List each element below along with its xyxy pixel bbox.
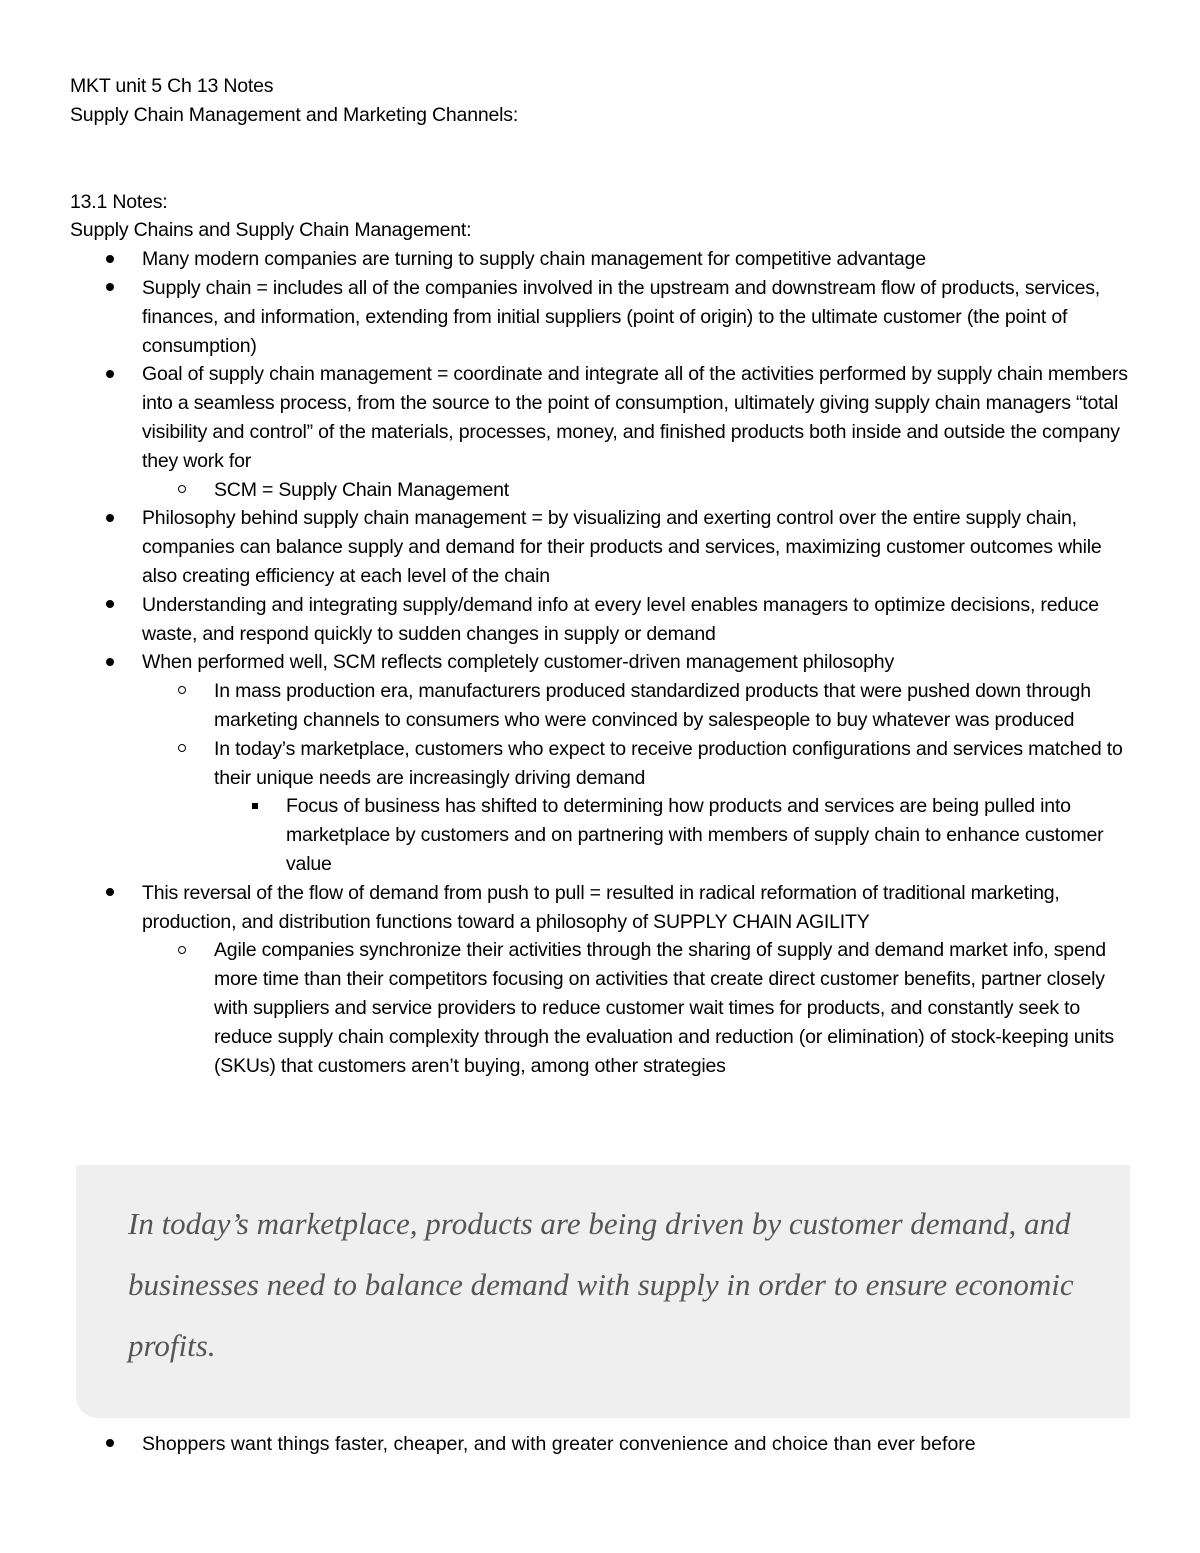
list-item — [142, 936, 1140, 1080]
bullet-list — [70, 1430, 1140, 1459]
list-item — [70, 879, 1140, 1081]
list-item — [70, 360, 1140, 504]
list-item — [214, 792, 1140, 878]
list-item-text: SCM = Supply Chain Management — [214, 478, 509, 501]
list-item — [70, 245, 1140, 274]
list-item — [70, 274, 1140, 360]
list-item-text: Agile companies synchronize their activities through the sharing of supply and demand market info, spend more time than their competitors focusing on activities that create direct customer benefits, partner closely with suppliers and service providers to reduce customer wait times for products, and constantly seek to reduce supply chain complexity through the evaluation and reduction (or elimination) of stock-keeping units (SKUs) that customers aren’t buying, among other strategies — [214, 939, 1114, 1077]
notes-continuation — [70, 1430, 1140, 1459]
circle-bullet-icon — [178, 677, 186, 706]
list-item — [70, 504, 1140, 590]
bullet-icon — [106, 1430, 114, 1459]
notes-body — [70, 72, 1140, 1080]
bullet-icon — [106, 504, 114, 533]
list-item-text: Understanding and integrating supply/demand info at every level enables managers to optimize decisions, reduce waste, and respond quickly to sudden changes in supply or demand — [142, 593, 1099, 645]
spacer — [70, 130, 1140, 188]
document-subtitle: Supply Chain Management and Marketing Channels: — [70, 103, 519, 126]
list-item-text: Goal of supply chain management = coordinate and integrate all of the activities performed by supply chain members into a seamless process, from the source to the point of consumption, ultimately giving supply chain managers “total visibility and control” of the materials, processes, money, and finished products both inside and outside the company they work for — [142, 363, 1128, 472]
list-item — [70, 1430, 1140, 1459]
list-item-text: When performed well, SCM reflects completely customer-driven management philosophy — [142, 651, 895, 674]
list-item — [142, 476, 1140, 505]
bullet-icon — [106, 591, 114, 620]
list-item — [142, 735, 1140, 879]
bullet-list — [70, 245, 1140, 1080]
sub-list — [214, 792, 1140, 878]
circle-bullet-icon — [178, 476, 186, 505]
bullet-icon — [106, 879, 114, 908]
document-title: MKT unit 5 Ch 13 Notes — [70, 75, 274, 97]
bullet-icon — [106, 245, 114, 274]
list-item-text: Shoppers want things faster, cheaper, and with greater convenience and choice than ever before — [142, 1433, 976, 1455]
list-item-text: In mass production era, manufacturers produced standardized products that were pushed down through marketing channels to consumers who were convinced by salespeople to buy whatever was produced — [214, 680, 1091, 731]
circle-bullet-icon — [178, 735, 186, 764]
quote-callout — [76, 1165, 1130, 1418]
sub-list — [142, 936, 1140, 1080]
list-item-text: This reversal of the flow of demand from push to pull = resulted in radical reformation of traditional marketing, production, and distribution functions toward a philosophy of SUPPLY CHAIN AGILITY — [142, 881, 1060, 933]
bullet-icon — [106, 360, 114, 389]
section-heading: 13.1 Notes: — [70, 190, 168, 213]
list-item — [142, 677, 1140, 735]
list-item-text: Supply chain = includes all of the companies involved in the upstream and downstream flow of products, services, finances, and information, extending from initial suppliers (point of origin) to the ultimate customer (the point of consumption) — [142, 276, 1100, 357]
list-item — [70, 648, 1140, 878]
sub-list — [142, 476, 1140, 505]
bullet-icon — [106, 274, 114, 303]
bullet-icon — [106, 648, 114, 677]
section-subheading: Supply Chains and Supply Chain Management: — [70, 219, 472, 242]
callout-quote: In today’s marketplace, products are being driven by customer demand, and businesses need to balance demand with supply in order to ensure economic profits. — [128, 1206, 1074, 1363]
circle-bullet-icon — [178, 936, 186, 965]
list-item-text: Philosophy behind supply chain management = by visualizing and exerting control over the entire supply chain, companies can balance supply and demand for their products and services, maximizing customer outcomes while also creating efficiency at each level of the chain — [142, 507, 1102, 587]
list-item-text: Many modern companies are turning to supply chain management for competitive advantage — [142, 248, 926, 271]
square-bullet-icon — [252, 792, 258, 821]
sub-list — [142, 677, 1140, 879]
list-item-text: Focus of business has shifted to determining how products and services are being pulled into marketplace by customers and on partnering with members of supply chain to enhance customer value — [286, 795, 1104, 875]
list-item — [70, 591, 1140, 649]
list-item-text: In today’s marketplace, customers who expect to receive production configurations and services matched to their unique needs are increasingly driving demand — [214, 737, 1123, 789]
